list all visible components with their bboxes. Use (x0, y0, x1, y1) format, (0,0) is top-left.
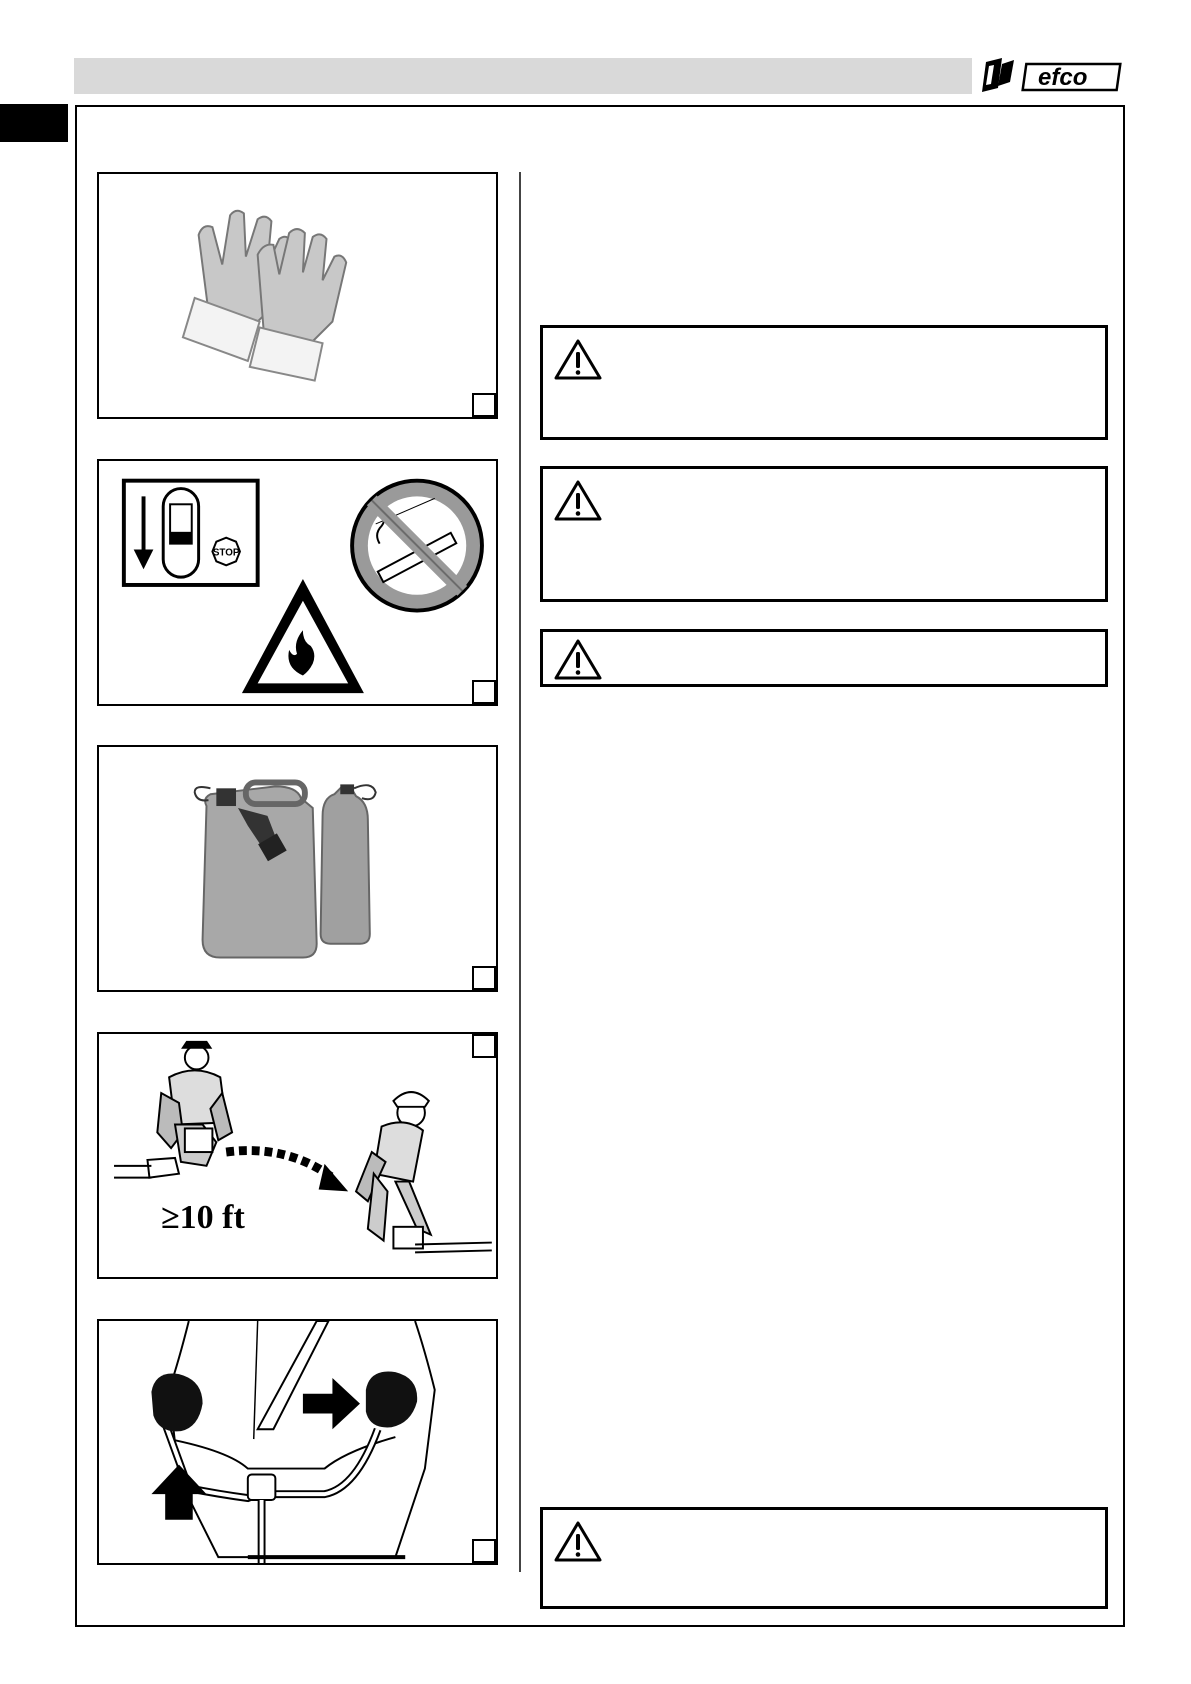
gloves-illustration (99, 174, 496, 417)
warning-triangle-icon (553, 1520, 603, 1564)
figure-number-box (472, 966, 496, 990)
header-bar (74, 58, 972, 94)
fuel-safety-illustration (99, 461, 496, 704)
figure-fuel-can (97, 745, 498, 992)
efco-logo (980, 52, 1130, 98)
flammable-icon (242, 579, 364, 693)
warning-triangle-icon (553, 479, 603, 523)
warning-box-4 (540, 1507, 1108, 1609)
figure-handle-grip (97, 1319, 498, 1565)
warning-box-3 (540, 629, 1108, 687)
figure-number-box (472, 1034, 496, 1058)
column-divider (519, 172, 521, 1572)
warning-triangle-icon (553, 638, 603, 682)
figure-gloves (97, 172, 498, 419)
svg-text:STOP: STOP (212, 547, 240, 559)
figure-fuel-safety (97, 459, 498, 706)
figure-number-box (472, 393, 496, 417)
warning-box-1 (540, 325, 1108, 440)
fuel-can-illustration (99, 747, 496, 990)
standing-operator (356, 1092, 431, 1248)
stop-switch-icon (124, 481, 258, 585)
logo-text: efco (1038, 64, 1088, 91)
no-smoking-icon (352, 481, 482, 611)
distance-label: ≥10 ft (161, 1199, 245, 1236)
figure-refuel-distance (97, 1032, 498, 1279)
figure-number-box (472, 680, 496, 704)
refuel-distance-illustration (99, 1034, 496, 1277)
warning-triangle-icon (553, 338, 603, 382)
section-tab-marker (0, 104, 68, 142)
figure-number-box (472, 1539, 496, 1563)
kneeling-operator (147, 1042, 232, 1178)
warning-box-2 (540, 466, 1108, 602)
handle-grip-illustration (99, 1321, 496, 1563)
